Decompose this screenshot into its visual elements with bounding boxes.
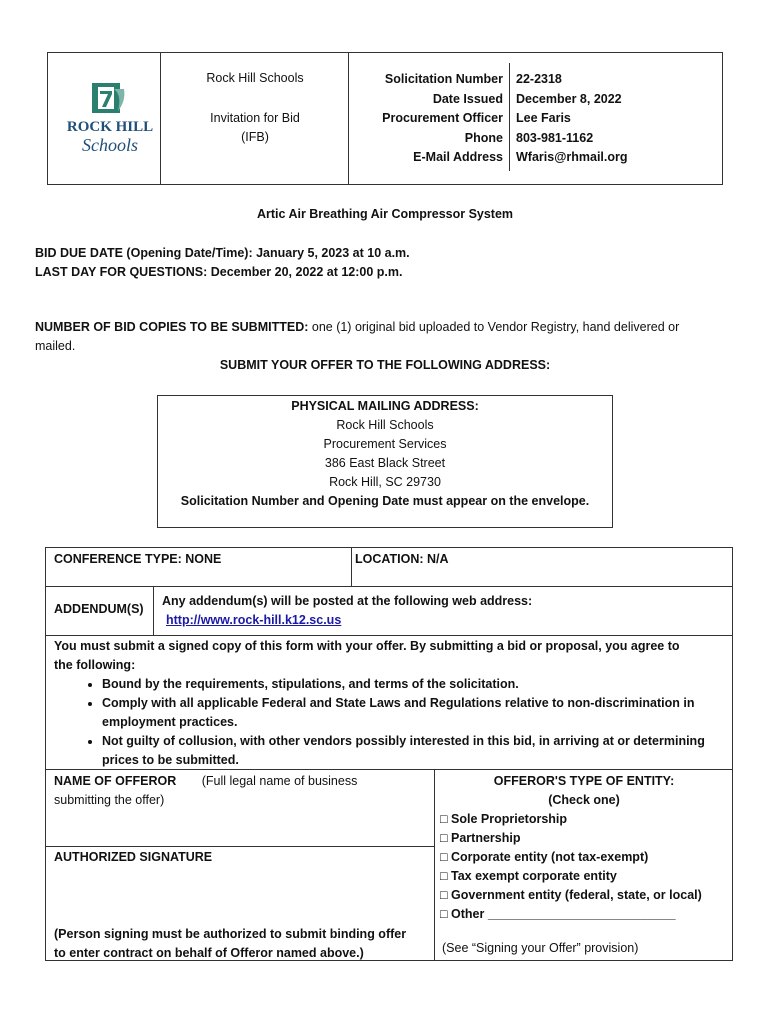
- address-line: Procurement Services: [323, 437, 447, 451]
- signature-note-line: (Person signing must be authorized to submit binding offer: [54, 927, 407, 941]
- value-email: Wfaris@rhmail.org: [516, 150, 628, 164]
- envelope-note: Solicitation Number and Opening Date must appear on the envelope.: [180, 494, 590, 508]
- doc-type-line1: Invitation for Bid: [210, 111, 300, 125]
- bid-copies-text: one (1) original bid uploaded to Vendor Registry, hand delivered or: [308, 320, 680, 334]
- entity-heading-line: OFFEROR'S TYPE OF ENTITY:: [493, 774, 675, 788]
- header-table: [47, 52, 723, 185]
- address-line: Rock Hill, SC 29730: [329, 475, 441, 489]
- bid-due-date: BID DUE DATE (Opening Date/Time): January 5, 2023 at 10 a.m.: [35, 246, 410, 260]
- label-value-divider: [509, 63, 510, 171]
- label-phone: Phone: [464, 130, 503, 145]
- last-day-questions: LAST DAY FOR QUESTIONS: December 20, 2022 at 12:00 p.m.: [35, 265, 403, 279]
- address-heading: PHYSICAL MAILING ADDRESS:: [291, 399, 479, 413]
- requirement-item: • Comply with all applicable Federal and State Laws and Regulations relative to non-discrimination in employment practices.: [102, 694, 726, 732]
- offeror-hint-cont: submitting the offer): [54, 793, 165, 807]
- entity-options: [440, 810, 702, 924]
- solicitation-values: [516, 70, 716, 168]
- conference-type: CONFERENCE TYPE: NONE: [54, 552, 222, 566]
- offer-form: [45, 547, 733, 961]
- addendum-text: Any addendum(s) will be posted at the following web address:: [162, 594, 533, 608]
- divider: [46, 769, 732, 770]
- value-procurement-officer: Lee Faris: [516, 111, 571, 125]
- document-title: Artic Air Breathing Air Compressor System: [256, 207, 514, 221]
- bid-copies-line: [35, 320, 735, 334]
- entity-option-partnership[interactable]: □ Partnership: [440, 831, 521, 845]
- doc-type-line2: (IFB): [241, 130, 269, 144]
- entity-heading-line: (Check one): [548, 793, 620, 807]
- offeror-label: NAME OF OFFEROR: [54, 774, 177, 788]
- value-phone: 803-981-1162: [516, 130, 594, 145]
- divider: [153, 586, 154, 635]
- logo-text-schools: Schools: [82, 135, 138, 155]
- offeror-hint: (Full legal name of business: [201, 774, 358, 788]
- divider: [351, 548, 352, 586]
- agreement-block: [54, 637, 726, 770]
- bid-copies-text-cont: mailed.: [35, 339, 76, 353]
- divider: [46, 635, 732, 636]
- entity-option-government[interactable]: □ Government entity (federal, state, or local): [440, 888, 702, 902]
- agreement-line: You must submit a signed copy of this form with your offer. By submitting a bid or proposal, you agree to: [54, 639, 680, 653]
- requirements-list: [54, 675, 726, 770]
- entity-footer: (See “Signing your Offer” provision): [442, 941, 639, 955]
- offeror-name-field[interactable]: [54, 772, 429, 810]
- entity-option-corporate[interactable]: □ Corporate entity (not tax-exempt): [440, 850, 649, 864]
- submit-heading: SUBMIT YOUR OFFER TO THE FOLLOWING ADDRESS:: [219, 358, 551, 372]
- addendum-url[interactable]: http://www.rock-hill.k12.sc.us: [166, 613, 342, 627]
- org-name: Rock Hill Schools: [206, 71, 304, 85]
- signature-label[interactable]: AUTHORIZED SIGNATURE: [54, 850, 213, 864]
- bid-copies-label: NUMBER OF BID COPIES TO BE SUBMITTED:: [35, 320, 309, 334]
- divider: [46, 846, 434, 847]
- location: LOCATION: N/A: [355, 552, 449, 566]
- requirement-item: • Not guilty of collusion, with other vendors possibly interested in this bid, in arriving at or determining prices to be submitted.: [102, 732, 726, 770]
- rock-hill-schools-logo: [62, 81, 158, 161]
- requirement-item: • Bound by the requirements, stipulations, and terms of the solicitation.: [102, 675, 726, 694]
- entity-heading: [438, 772, 730, 810]
- divider: [434, 769, 435, 960]
- addendum-link[interactable]: [166, 613, 341, 627]
- value-date-issued: December 8, 2022: [516, 91, 622, 106]
- divider: [46, 586, 732, 587]
- solicitation-labels: [348, 70, 503, 168]
- entity-option-other[interactable]: □ Other ___________________________: [440, 907, 676, 921]
- logo-text-rock-hill: ROCK HILL: [66, 119, 154, 135]
- address-line: 386 East Black Street: [324, 456, 446, 470]
- entity-option-sole-proprietorship[interactable]: □ Sole Proprietorship: [440, 812, 568, 826]
- mailing-address-box: [157, 395, 613, 528]
- label-email: E-Mail Address: [413, 150, 503, 164]
- signature-note-line: to enter contract on behalf of Offeror named above.): [54, 946, 364, 960]
- signature-note: [54, 925, 406, 963]
- address-line: Rock Hill Schools: [336, 418, 434, 432]
- label-date-issued: Date Issued: [432, 91, 503, 106]
- value-solicitation-number: 22-2318: [516, 72, 562, 86]
- addendum-label: ADDENDUM(S): [54, 602, 144, 616]
- entity-option-tax-exempt[interactable]: □ Tax exempt corporate entity: [440, 869, 617, 883]
- label-procurement-officer: Procurement Officer: [382, 111, 503, 125]
- agreement-line: the following:: [54, 658, 136, 672]
- label-solicitation-number: Solicitation Number: [384, 72, 503, 86]
